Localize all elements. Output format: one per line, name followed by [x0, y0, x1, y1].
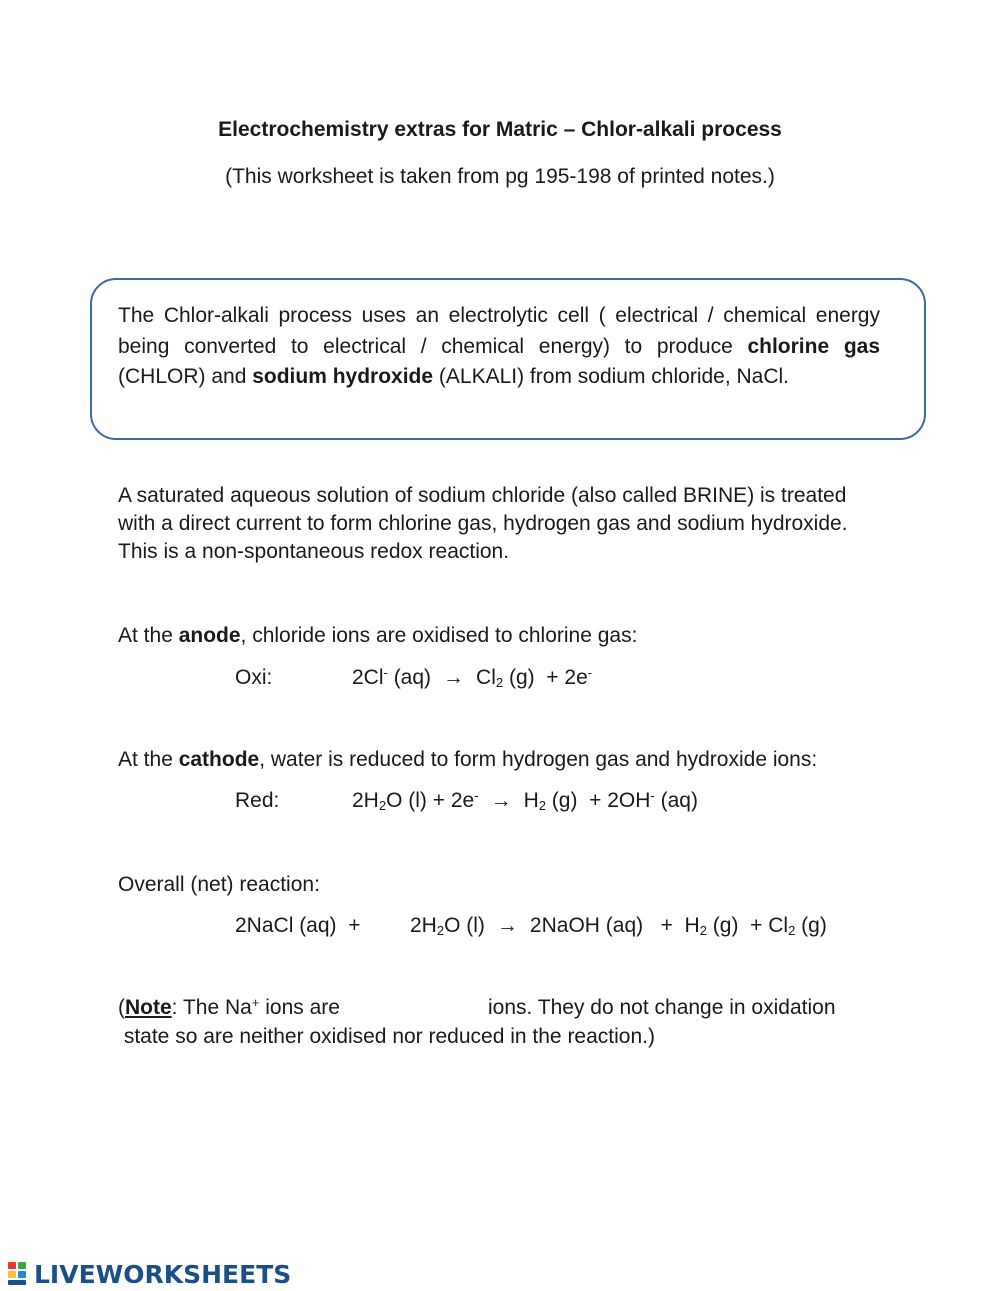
anode-equation: 2Cl- $(aq) \to Cl_2$ (g) + 2e-: [352, 665, 593, 690]
cathode-label: Red:: [235, 789, 280, 812]
anode-label: Oxi:: [235, 666, 273, 689]
cathode-equation: $2H_2O$ $(l) + 2e^- \to H_2$ (g) + 2OH- (aq): [352, 788, 698, 813]
overall-equation-left: 2NaCl (aq) +: [235, 914, 361, 937]
answer-blank[interactable]: [340, 996, 468, 1020]
liveworksheets-logo: [8, 1259, 291, 1289]
page-title: Electrochemistry extras for Matric – Chlor-alkali process: [218, 118, 782, 141]
logo-icon: [8, 1262, 30, 1286]
overall-label: Overall (net) reaction:: [118, 873, 320, 896]
overall-equation-right: $2H_2O$ (l) → 2NaOH $(aq) + H_2$ $(g) + Cl_2$ (g): [410, 914, 827, 938]
anode-statement: At the anode, chloride ions are oxidised to chlorine gas:: [118, 624, 638, 647]
page-subtitle: (This worksheet is taken from pg 195-198 of printed notes.): [225, 165, 775, 188]
brine-paragraph: A saturated aqueous solution of sodium chloride (also called BRINE) is treated with a direct current to form chlorine gas, hydrogen gas and sodium hydroxide. This is a non-spontaneous redox reaction.: [118, 484, 848, 563]
note-label: Note: [125, 996, 172, 1019]
cathode-statement: At the cathode, water is reduced to form hydrogen gas and hydroxide ions:: [118, 748, 818, 771]
reaction-arrow: →: [443, 666, 465, 689]
brand-name: LIVEWORKSHEETS: [34, 1259, 292, 1289]
intro-text: The Chlor-alkali process uses an electrolytic cell ( electrical / chemical energy being converted to electrical / chemical energy) to produce chlorine gas (CHLOR) and sodium hydroxide (ALKALI) from sodium chloride, NaCl.: [118, 304, 881, 388]
reaction-arrow: →: [490, 789, 512, 812]
note-line-2: state so are neither oxidised nor reduced in the reaction.): [118, 1025, 655, 1048]
reaction-arrow: →: [496, 914, 518, 937]
note-line-1: (Note: The Na+ ions are ions. They do not change in oxidation: [118, 995, 836, 1019]
